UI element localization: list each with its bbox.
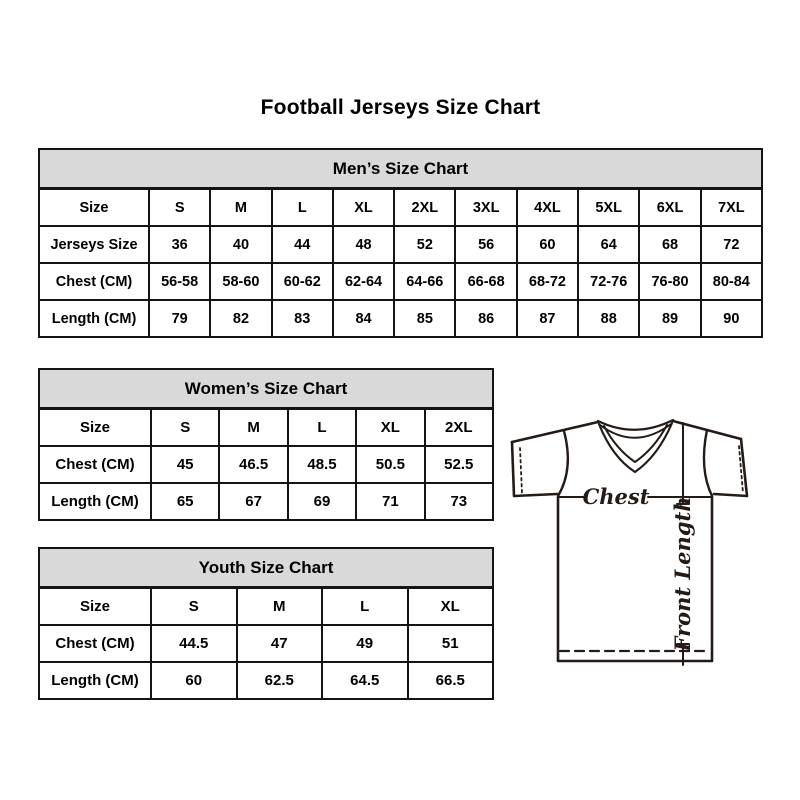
chest-label: Chest <box>582 484 650 509</box>
table-cell: 60 <box>151 662 237 699</box>
table-cell: 56-58 <box>149 263 210 300</box>
table-cell: 83 <box>272 300 333 337</box>
row-label-cell: Size <box>39 588 151 626</box>
table-cell: 4XL <box>517 189 578 227</box>
table-cell: 85 <box>394 300 455 337</box>
table-cell: 44 <box>272 226 333 263</box>
table-cell: 52.5 <box>425 446 493 483</box>
table-cell: 60 <box>517 226 578 263</box>
table-cell: 58-60 <box>210 263 271 300</box>
row-label-cell: Length (CM) <box>39 483 151 520</box>
table-cell: 48.5 <box>288 446 356 483</box>
table-cell: 64-66 <box>394 263 455 300</box>
table-cell: S <box>149 189 210 227</box>
table-cell: M <box>237 588 323 626</box>
table-cell: 62.5 <box>237 662 323 699</box>
jersey-collar-back-outer-arc <box>598 420 673 430</box>
jersey-left-shoulder-line <box>512 422 598 442</box>
table-cell: 65 <box>151 483 219 520</box>
jersey-left-sleeve-outline <box>512 442 557 496</box>
youth-size-chart-table <box>38 547 494 700</box>
table-cell: 62-64 <box>333 263 394 300</box>
mens-size-chart-table <box>38 148 763 338</box>
table-cell: 49 <box>322 625 408 662</box>
youth-size-chart <box>38 547 494 700</box>
table-cell: 72 <box>701 226 762 263</box>
table-cell: 67 <box>219 483 287 520</box>
table-cell: 90 <box>701 300 762 337</box>
row-label-cell: Length (CM) <box>39 662 151 699</box>
row-label-cell: Size <box>39 409 151 447</box>
table-cell: 86 <box>455 300 516 337</box>
table-cell: 51 <box>408 625 494 662</box>
table-cell: 50.5 <box>356 446 424 483</box>
table-cell: M <box>210 189 271 227</box>
table-cell: 82 <box>210 300 271 337</box>
table-cell: 6XL <box>639 189 700 227</box>
table-row <box>39 189 762 227</box>
table-row <box>39 226 762 263</box>
table-cell: L <box>272 189 333 227</box>
table-cell: 40 <box>210 226 271 263</box>
table-cell: 72-76 <box>578 263 639 300</box>
jersey-left-cuff-dashed-line <box>520 448 522 493</box>
table-cell: 7XL <box>701 189 762 227</box>
page-title: Football Jerseys Size Chart <box>260 96 541 119</box>
table-cell: 64 <box>578 226 639 263</box>
jersey-diagram-svg <box>500 399 772 689</box>
table-cell: 68 <box>639 226 700 263</box>
table-cell: 76-80 <box>639 263 700 300</box>
front-length-label: Front Length <box>670 496 695 652</box>
row-label-cell: Chest (CM) <box>39 263 149 300</box>
table-title: Men’s Size Chart <box>39 149 762 189</box>
table-row <box>39 662 493 699</box>
table-cell: 64.5 <box>322 662 408 699</box>
table-cell: 47 <box>237 625 323 662</box>
table-cell: XL <box>408 588 494 626</box>
table-cell: 84 <box>333 300 394 337</box>
table-cell: L <box>288 409 356 447</box>
table-row <box>39 300 762 337</box>
table-cell: 5XL <box>578 189 639 227</box>
mens-size-chart <box>38 148 763 338</box>
row-label-cell: Chest (CM) <box>39 446 151 483</box>
table-cell: 68-72 <box>517 263 578 300</box>
table-row <box>39 446 493 483</box>
table-cell: 36 <box>149 226 210 263</box>
table-cell: M <box>219 409 287 447</box>
row-label-cell: Length (CM) <box>39 300 149 337</box>
table-cell: 89 <box>639 300 700 337</box>
table-cell: 60-62 <box>272 263 333 300</box>
table-cell: 46.5 <box>219 446 287 483</box>
table-cell: 69 <box>288 483 356 520</box>
table-title: Youth Size Chart <box>39 548 493 588</box>
table-cell: S <box>151 588 237 626</box>
womens-size-chart-table <box>38 368 494 521</box>
table-cell: 80-84 <box>701 263 762 300</box>
table-row <box>39 625 493 662</box>
table-cell: 44.5 <box>151 625 237 662</box>
jersey-right-armhole-seam <box>704 430 712 496</box>
table-title: Women’s Size Chart <box>39 369 493 409</box>
table-cell: 79 <box>149 300 210 337</box>
table-cell: 88 <box>578 300 639 337</box>
table-cell: 45 <box>151 446 219 483</box>
table-cell: XL <box>333 189 394 227</box>
table-cell: 87 <box>517 300 578 337</box>
table-cell: 56 <box>455 226 516 263</box>
table-row <box>39 588 493 626</box>
table-cell: 52 <box>394 226 455 263</box>
table-cell: XL <box>356 409 424 447</box>
table-cell: 66-68 <box>455 263 516 300</box>
table-cell: L <box>322 588 408 626</box>
table-cell: 71 <box>356 483 424 520</box>
jersey-left-armhole-seam <box>558 431 568 496</box>
table-cell: 48 <box>333 226 394 263</box>
jersey-measurement-diagram <box>500 399 772 689</box>
table-row <box>39 263 762 300</box>
table-row <box>39 483 493 520</box>
row-label-cell: Size <box>39 189 149 227</box>
table-cell: 73 <box>425 483 493 520</box>
table-cell: 3XL <box>455 189 516 227</box>
table-row <box>39 409 493 447</box>
womens-size-chart <box>38 368 494 521</box>
table-cell: 2XL <box>394 189 455 227</box>
table-cell: S <box>151 409 219 447</box>
table-cell: 2XL <box>425 409 493 447</box>
row-label-cell: Chest (CM) <box>39 625 151 662</box>
row-label-cell: Jerseys Size <box>39 226 149 263</box>
table-cell: 66.5 <box>408 662 494 699</box>
